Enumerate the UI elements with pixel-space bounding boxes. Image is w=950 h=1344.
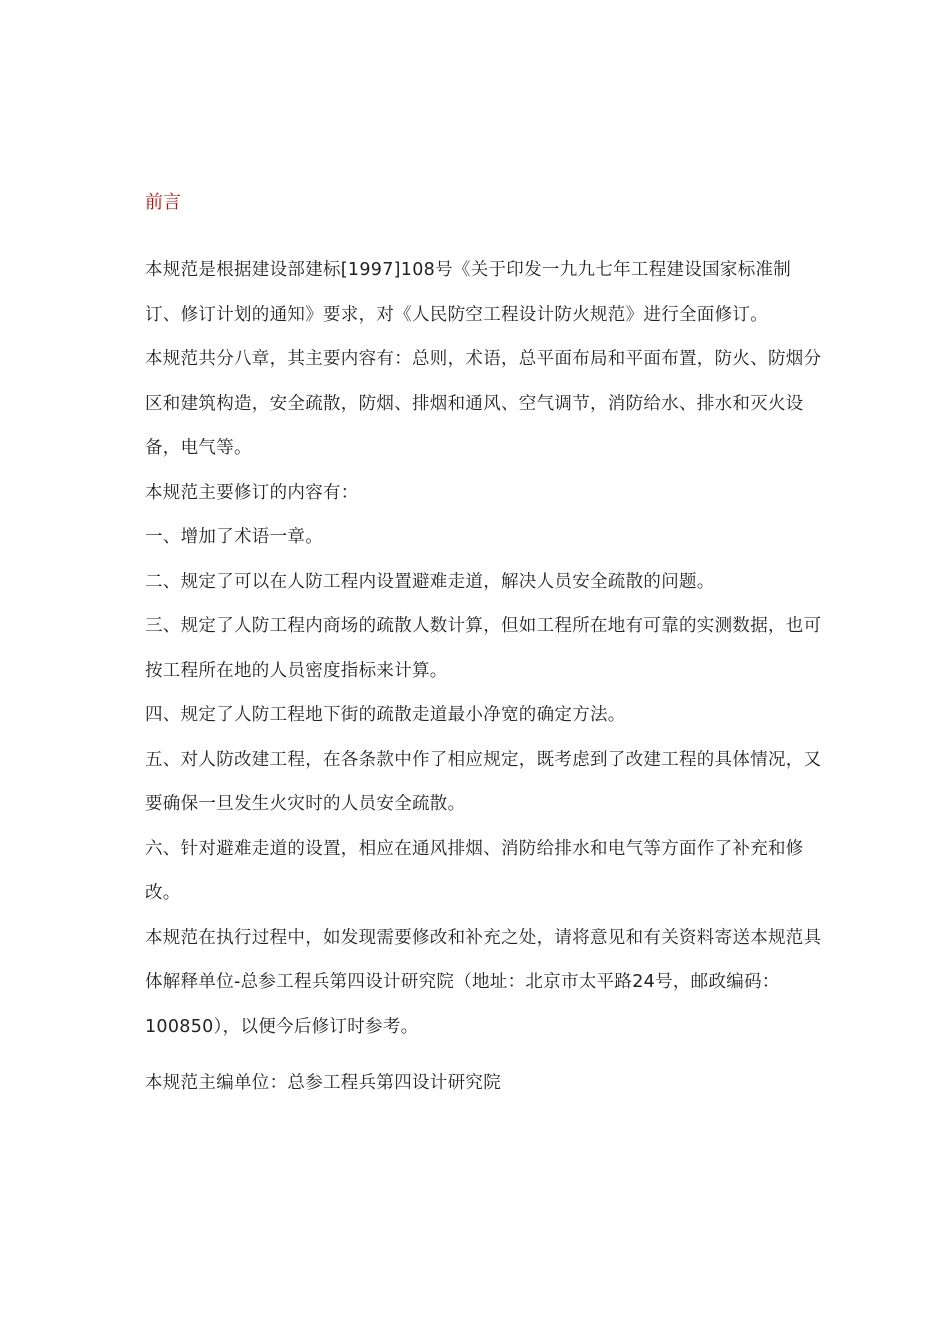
list-item-revision-3: 三、规定了人防工程内商场的疏散人数计算，但如工程所在地有可靠的实测数据，也可按工程所在地的人员密度指标来计算。	[145, 616, 822, 681]
paragraph-feedback-contact: 本规范在执行过程中，如发现需要修改和补充之处，请将意见和有关资料寄送本规范具体解释单位-总参工程兵第四设计研究院（地址：北京市太平路24号，邮政编码：100850），以便今后修订时参考。	[145, 927, 822, 1037]
list-item-revision-5: 五、对人防改建工程，在各条款中作了相应规定，既考虑到了改建工程的具体情况，又要确保一旦发生火灾时的人员安全疏散。	[145, 749, 822, 814]
paragraph-chief-editor: 本规范主编单位：总参工程兵第四设计研究院	[145, 1073, 501, 1093]
list-item-revision-2: 二、规定了可以在人防工程内设置避难走道，解决人员安全疏散的问题。	[145, 571, 715, 592]
paragraph-revision-basis: 本规范是根据建设部建标[1997]108号《关于印发一九九七年工程建设国家标准制订、修订计划的通知》要求，对《人民防空工程设计防火规范》进行全面修订。	[145, 260, 792, 325]
paragraph-chapter-contents: 本规范共分八章，其主要内容有：总则，术语，总平面布局和平面布置，防火、防烟分区和建筑构造，安全疏散，防烟、排烟和通风、空气调节，消防给水、排水和灭火设备，电气等。	[145, 349, 822, 458]
section-heading: 前言	[145, 192, 181, 213]
document-body	[145, 248, 825, 1106]
list-item-revision-6: 六、针对避难走道的设置，相应在通风排烟、消防给排水和电气等方面作了补充和修改。	[145, 838, 804, 903]
paragraph-revision-intro: 本规范主要修订的内容有：	[145, 482, 359, 503]
list-item-revision-4: 四、规定了人防工程地下街的疏散走道最小净宽的确定方法。	[145, 705, 626, 725]
list-item-revision-1: 一、增加了术语一章。	[145, 527, 323, 547]
